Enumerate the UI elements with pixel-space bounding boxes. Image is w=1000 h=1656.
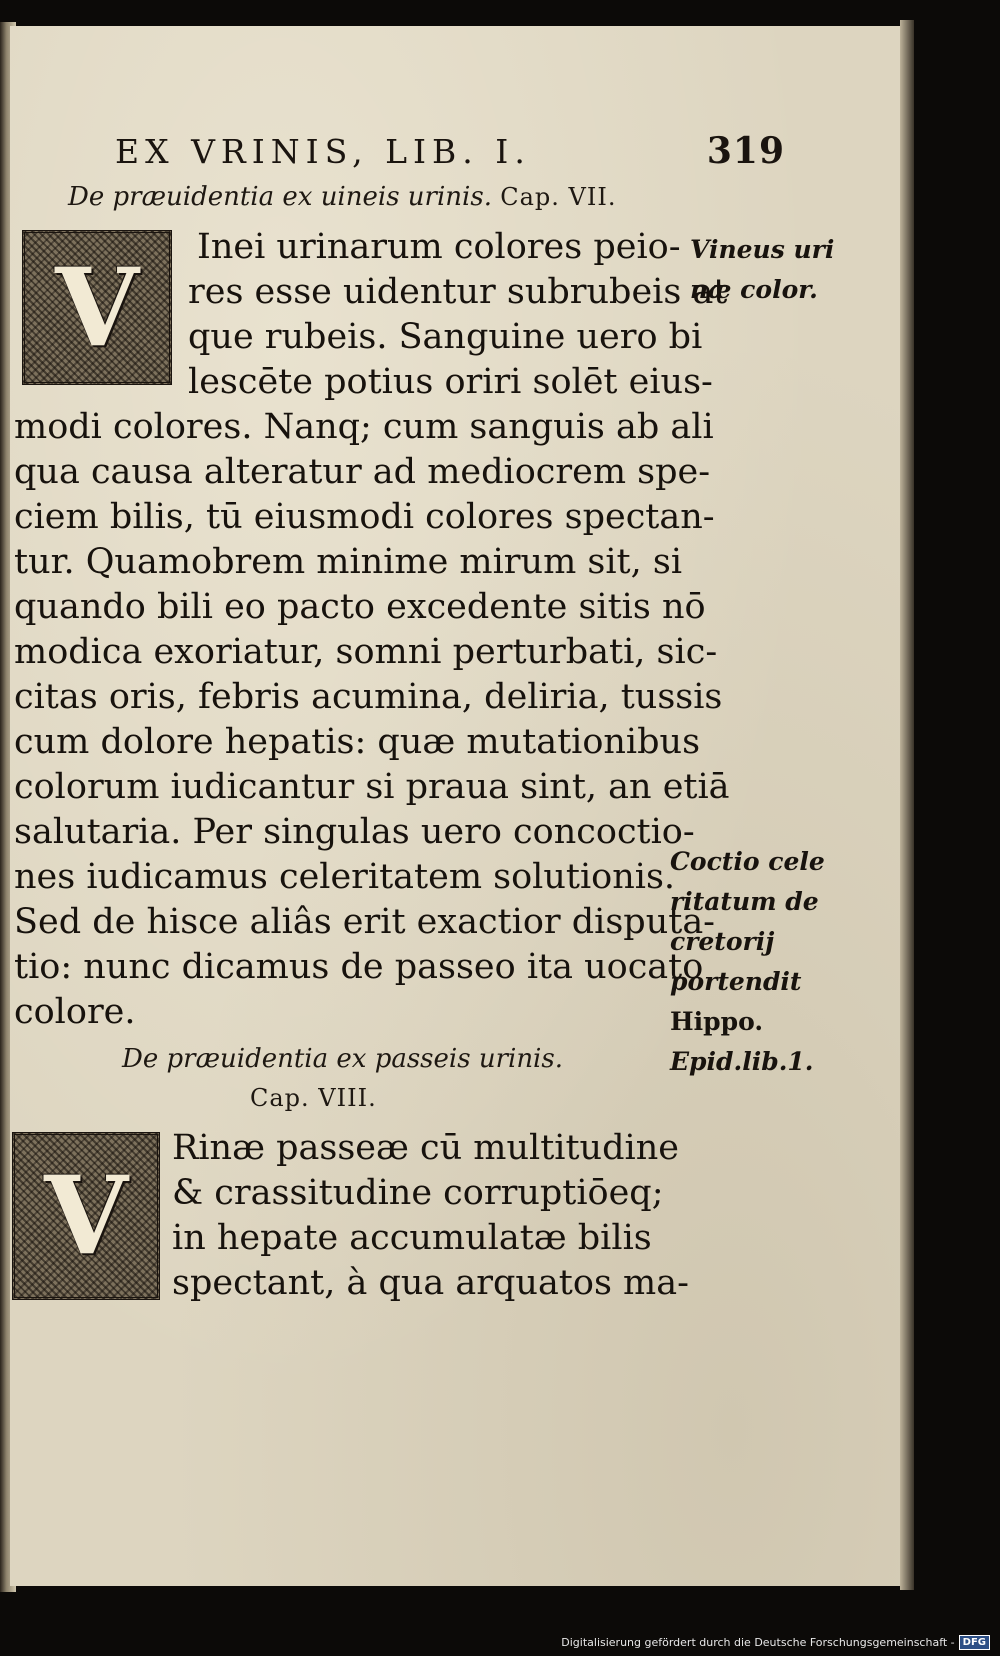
chapter-7-number: Cap. VII. (500, 183, 617, 211)
marginal-note-2-line-3: cretorij (670, 927, 775, 956)
ch7-line-17: tio: nunc dicamus de passeo ita uocato (14, 947, 704, 987)
marginal-note-2-line-6: Epid.lib.1. (670, 1047, 814, 1076)
ch7-line-4: lescēte potius oriri solēt eius- (188, 362, 713, 402)
ch7-line-1: Inei urinarum colores peio- (197, 227, 681, 267)
page-number: 319 (706, 130, 785, 172)
ch7-line-5: modi colores. Nanq; cum sanguis ab ali (14, 407, 714, 447)
marginal-note-1-line-1: Vineus uri (690, 235, 835, 264)
chapter-8-number: Cap. VIII. (250, 1084, 377, 1112)
credit-text: Digitalisierung gefördert durch die Deutsche Forschungsgemeinschaft - (561, 1636, 955, 1649)
dfg-logo: DFG (959, 1635, 990, 1650)
digitization-credit (561, 1635, 990, 1650)
decorated-initial-v-ch7: V (22, 230, 172, 385)
ch7-line-7: ciem bilis, tū eiusmodi colores spectan- (14, 497, 715, 537)
marginal-note-2-line-4: portendit (670, 967, 802, 996)
ch7-line-16: Sed de hisce aliâs erit exactior disputa- (14, 902, 716, 942)
running-head (115, 130, 785, 172)
ch7-line-18: colore. (14, 992, 136, 1032)
ch8-line-1: Rinæ passeæ cū multitudine (172, 1128, 679, 1168)
marginal-note-2-line-5: Hippo. (670, 1007, 764, 1036)
ch8-line-3: in hepate accumulatæ bilis (172, 1218, 652, 1258)
ch7-line-11: citas oris, febris acumina, deliria, tussis (14, 677, 723, 717)
ch7-line-10: modica exoriatur, somni perturbati, sic- (14, 632, 718, 672)
ch7-line-12: cum dolore hepatis: quæ mutationibus (14, 722, 701, 762)
ch7-line-14: salutaria. Per singulas uero concoctio- (14, 812, 695, 852)
chapter-7-title: De præuidentia ex uineis urinis. (68, 182, 492, 212)
ch7-line-6: qua causa alteratur ad mediocrem spe- (14, 452, 711, 492)
chapter-7-heading (68, 182, 616, 212)
ch8-line-4: spectant, à qua arquatos ma- (172, 1263, 689, 1303)
marginal-note-2-line-2: ritatum de (670, 887, 819, 916)
running-head-title: EX VRINIS, LIB. I. (115, 132, 531, 171)
page-right-edge (900, 20, 914, 1590)
ch7-line-8: tur. Quamobrem minime mirum sit, si (14, 542, 683, 582)
ch7-line-15: nes iudicamus celeritatem solutionis. (14, 857, 676, 897)
ch7-line-9: quando bili eo pacto excedente sitis nō (14, 587, 706, 627)
ch8-line-2: & crassitudine corruptiōeq; (172, 1173, 664, 1213)
decorated-initial-v-ch8: V (12, 1132, 160, 1300)
ch7-line-13: colorum iudicantur si praua sint, an etiā (14, 767, 730, 807)
ch7-line-2: res esse uidentur subrubeis at (188, 272, 728, 312)
marginal-note-1-line-2: næ color. (690, 275, 818, 304)
chapter-8-title: De præuidentia ex passeis urinis. (122, 1044, 563, 1074)
ch7-line-3: que rubeis. Sanguine uero bi (188, 317, 703, 357)
marginal-note-2-line-1: Coctio cele (670, 847, 825, 876)
